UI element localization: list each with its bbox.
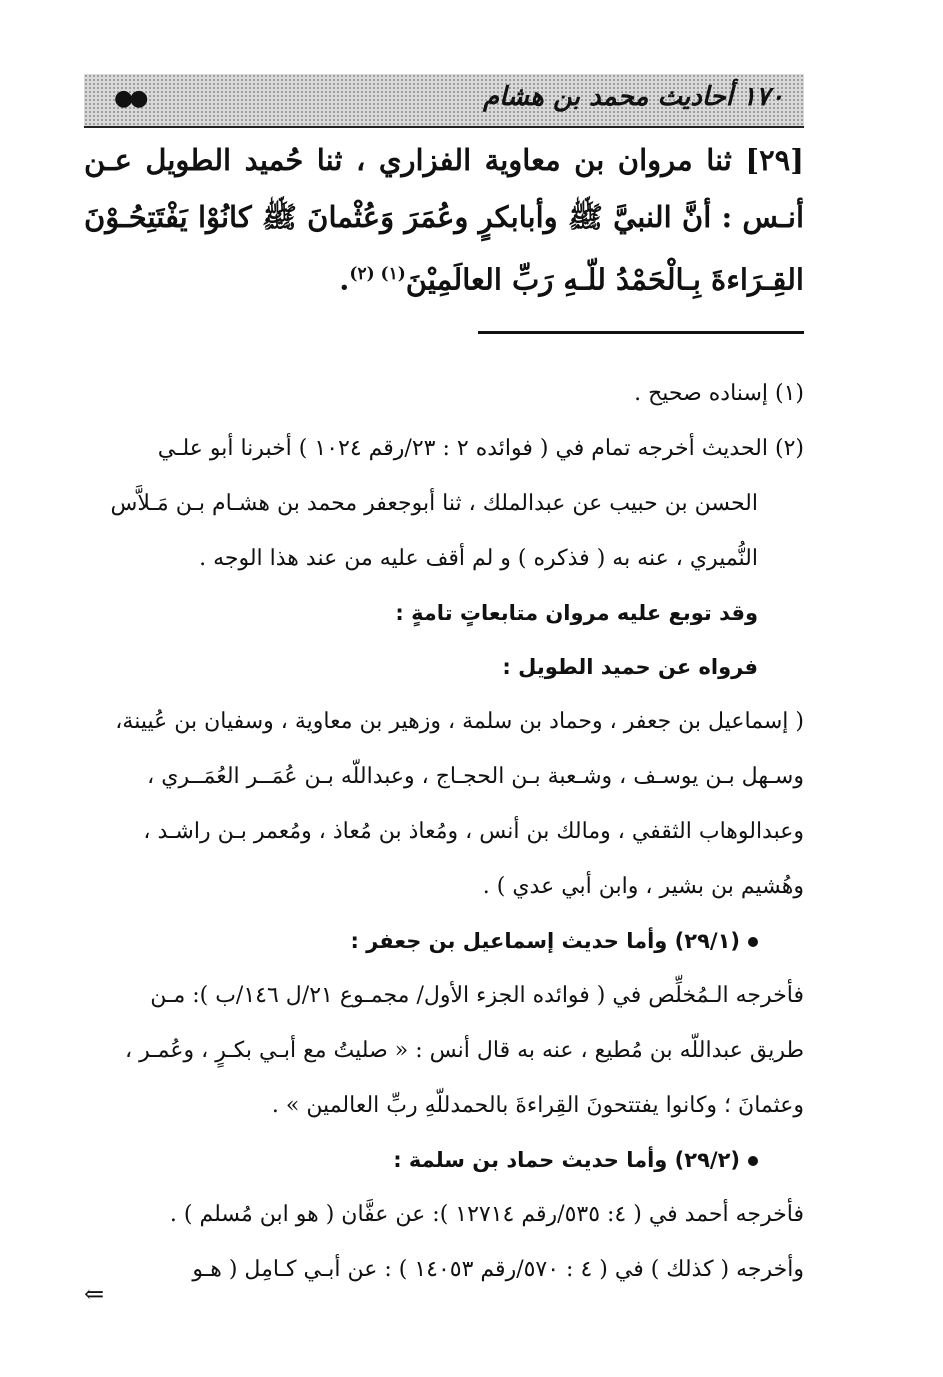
bullet-icon (748, 1156, 758, 1166)
footnote-refs: (١) (٢) (349, 264, 406, 284)
header-title: ١٧٠ أحاديث محمد بن هشام (482, 82, 784, 112)
narrators-line: وسـهل بـن يوسـف ، وشـعبة بـن الحجـاج ، وعبداللّه بـن عُمَــر العُمَــري ، (147, 764, 804, 789)
ornament-icon: ●● (114, 86, 145, 111)
page-header (84, 74, 804, 128)
narrators-line: وهُشيم بن بشير ، وابن أبي عدي ) . (482, 874, 804, 899)
takhrij-line: فأخرجه أحمد في ( ٤: ٥٣٥/رقم ١٢٧١٤ ): عن عفَّان ( هو ابن مُسلم ) . (169, 1202, 804, 1227)
narrators-line: ( إسماعيل بن جعفر ، وحماد بن سلمة ، وزهير بن معاوية ، وسفيان بن عُيينة، (115, 709, 804, 734)
hadith-end: . (339, 262, 350, 297)
hadith-body: [٢٩] ثنا مروان بن معاوية الفزاري ، ثنا حُميد الطويل عـن أنـس : أنَّ النبيَّ ﷺ وأبابكرٍ وعُمَرَ وَعُثْمانَ ﷺ كانُوْا يَفْتَتِحُـوْنَ القِـرَاءةَ بِـالْحَمْدُ للّـهِ رَبِّ العالَمِيْنَ (84, 143, 804, 297)
subsection-heading (84, 914, 804, 968)
subsection-heading (84, 1133, 804, 1187)
section-heading: فرواه عن حميد الطويل : (502, 655, 758, 679)
takhrij-line: وعثمانَ ؛ وكانوا يفتتحونَ القِراءةَ بالحمدللّهِ ربِّ العالمين » . (271, 1093, 804, 1118)
subsection-title: (٢٩/١) وأما حديث إسماعيل بن جعفر : (350, 929, 740, 953)
footnote-1: (١) إسناده صحيح . (634, 381, 804, 406)
continuation-arrow-icon: ⇐ (84, 1280, 105, 1308)
takhrij-line: طريق عبداللّه بن مُطيع ، عنه به قال أنس : « صليتُ مع أبـي بكـرٍ ، وعُمـر ، (124, 1038, 804, 1063)
takhrij-line: فأخرجه الـمُخلِّص في ( فوائده الجزء الأول/ مجمـوع ٢١/ل ١٤٦/ب ): مـن (150, 983, 804, 1008)
footnote-divider (478, 331, 804, 334)
footnote-2-line: النُّميري ، عنه به ( فذكره ) و لم أقف عليه من عند هذا الوجه . (199, 546, 758, 571)
takhrij-line: وأخرجه ( كذلك ) في ( ٤ : ٥٧٠/رقم ١٤٠٥٣ ) : عن أبـي كـامِل ( هـو (192, 1257, 804, 1282)
footnote-2-line: الحسن بن حبيب عن عبدالملك ، ثنا أبوجعفر محمد بن هشـام بـن مَـلاَّس (110, 491, 758, 516)
hadith-text (84, 132, 804, 309)
footnotes (84, 366, 804, 1297)
footnote-2-line: (٢) الحديث أخرجه تمام في ( فوائده ٢ : ٢٣/رقم ١٠٢٤ ) أخبرنا أبو علـي (157, 436, 804, 461)
narrators-line: وعبدالوهاب الثقفي ، ومالك بن أنس ، ومُعاذ بن مُعاذ ، ومُعمر بـن راشـد ، (143, 819, 804, 844)
subsection-title: (٢٩/٢) وأما حديث حماد بن سلمة : (393, 1148, 740, 1172)
bullet-icon (748, 937, 758, 947)
section-heading: وقد توبع عليه مروان متابعاتٍ تامةٍ : (395, 601, 758, 625)
